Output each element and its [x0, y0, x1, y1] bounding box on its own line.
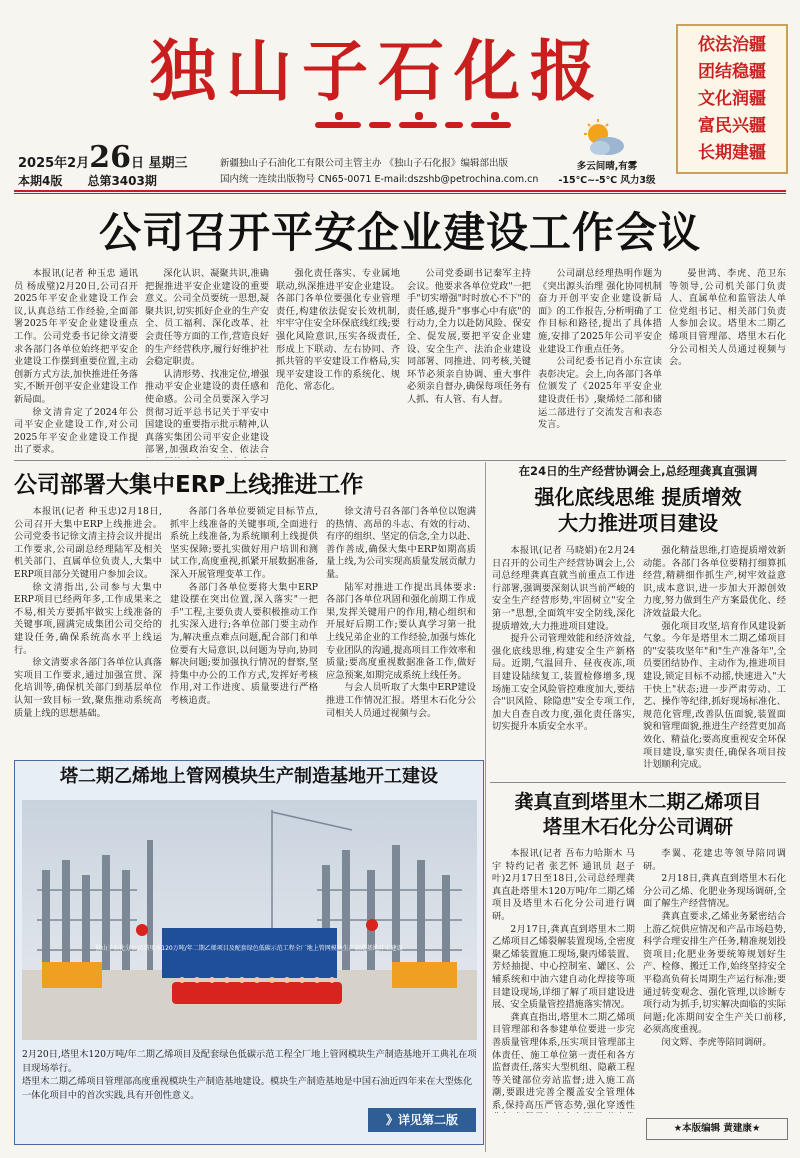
- article2-paragraph: 本报讯(记者 种玉忠)2月18日,公司召开大集中ERP上线推进会。公司党委书记徐文清主持会议并提出工作要求,公司副总经理陆军及相关机关部门、直属单位负责人,大集中ERP项目部分关键用户参加会议。: [14, 506, 162, 580]
- sun-cloud-icon: [578, 118, 628, 158]
- article4-headline-line-2: 塔里木石化分公司调研: [542, 816, 733, 838]
- page-editor-credit: ★本版编辑 黄建康★: [646, 1118, 788, 1140]
- article1-col-4: [407, 268, 531, 458]
- article1-paragraph: 晏世鸿、李虎、范卫东等领导,公司机关部门负责人、直属单位和监管法人单位党组书记、相关部门负责人参加会议。塔里木二期乙烯项目管理部、塔里木石化分公司相关人员通过视频与会。: [669, 268, 786, 368]
- column-divider: [485, 462, 486, 1152]
- article1-col-3: [276, 268, 400, 458]
- article2-col-1: [14, 506, 162, 756]
- article3-paragraph: 提升公司管理效能和经济效益,强化底线思维,构建安全生产新格局。近期,气温回升、昼夜夜冻,项目建设陆续复工,装置检修增多,现场施工安全风险管控难度加大,要结合"识风险、除隐患"安全专项工作,加大自查自改力度,强化责任落实,切实提升本质安全水平。: [492, 633, 635, 733]
- date-suffix: 日 星期三: [130, 156, 188, 171]
- article4-headline: [490, 790, 786, 840]
- article3-col-1: [492, 545, 635, 780]
- weather-line-1: 多云间晴,有雾: [576, 161, 638, 172]
- article3-paragraph: 强化项目攻坚,培育作风建设新气象。今年是塔里木二期乙烯项目的"安装攻坚年"和"生产准备年",全员要团结协作、主动作为,推进项目建设,锁定目标不动摇,快速进入"大干快上"状态;进一步严肃劳动、工艺、操作等纪律,抓好现场标准化、规范化管理,改善队伍面貌,装置面貌和管理面貌,推进生产经营更加高效化、精益化;要高度重视安全环保项目建设,靠实责任,确保各项目按计划顺利完成。: [643, 620, 786, 771]
- article3-col-2: [643, 545, 786, 780]
- slogan-4: 富民兴疆: [698, 116, 766, 136]
- edition-info: [18, 172, 157, 189]
- article2-paragraph: 徐文清号召各部门各单位以饱满的热情、高昂的斗志、有效的行动、有序的组织、坚定的信念,全力以赴、善作善成,确保大集中ERP如期高质量上线,为公司实现高质量发展贡献力量。: [326, 506, 476, 580]
- uyghur-title-logo: [315, 112, 515, 134]
- article1-paragraph: 本报讯(记者 种玉忠 通讯员 杨成璧)2月20日,公司召开2025年平安企业建设工作会议,认真总结工作经验,全面部署2025年平安企业建设重点工作。公司党委书记徐文清要求各部门各单位始终把平安企业建设工作摆到重要位置,主动创新方式方法,加快推进任务落实,不断开创平安企业建设工作新局面。: [14, 268, 138, 405]
- article1-paragraph: 公司纪委书记肖小东宣读表彰决定。会上,向各部门各单位颁发了《2025年平安企业建设责任书》,聚烯烃二部和储运二部进行了交流发言和表态发言。: [538, 356, 662, 431]
- section-divider: [490, 782, 786, 783]
- weather-line-2: -15℃~-5℃ 风力3级: [558, 175, 656, 186]
- construction-photo: [22, 800, 477, 1040]
- issue-date: [18, 140, 188, 175]
- article4-paragraph: 龚真直要求,乙烯业务紧密结合上游乙烷供应情况和产品市场趋势,科学合理安排生产任务,精准规划投资项目;化肥业务要统筹规划好生产、检修、搬迁工作,始终坚持安全平稳高负荷长周期生产运行标准;要通过转变观念、强化管理,以诊断专项行动为抓手,切实解决面临的实际问题;化冻期间安全生产关口前移,必须高度重视。: [643, 910, 786, 1036]
- article3-headline-line-1: 强化底线思维 提质增效: [534, 485, 742, 509]
- article2-paragraph: 徐文清指出,公司参与大集中ERP项目已经两年多,工作成果来之不易,相关方要抓牢做实上线准备的关键事项,圆满完成集团公司交给的建设任务,确保系统高水平上线运行。: [14, 581, 162, 656]
- article1-paragraph: 公司副总经理热明作题为《突出源头治理 强化协同机制 奋力开创平安企业建设新局面》的工作报告,分析明确了工作目标和路径,提出了具体措施,安排了2025年公司平安企业建设工作重点任务。: [538, 268, 662, 355]
- slogan-2: 团结稳疆: [698, 62, 766, 82]
- article3-paragraph: 强化精益思维,打造提质增效新动能。各部门各单位要精打细算抓经营,精耕细作抓生产,树牢效益意识,成本意识,进一步加大开源创效力度,努力做到生产方案最优化、经济效益最大化。: [643, 545, 786, 619]
- masthead-rule: [14, 190, 786, 192]
- date-day: 26: [89, 140, 131, 175]
- article4-paragraph: 本报讯(记者 吾布力哈斯木 马宇 特约记者 张艺怀 通讯员 赵子叶)2月17日至18日,公司总经理龚真直赴塔里木120万吨/年二期乙烯项目及塔里木石化分公司进行调研。: [492, 848, 635, 922]
- article2-col-3: [326, 506, 476, 756]
- date-prefix: 2025年2月: [18, 156, 90, 171]
- article3-headline: [490, 484, 786, 536]
- construction-site-illustration: [22, 800, 477, 1040]
- slogan-5: 长期建疆: [698, 143, 766, 163]
- article3-paragraph: 本报讯(记者 马晓娟)在2月24日召开的公司生产经营协调会上,公司总经理龚真直就当前重点工作进行部署,强调要深刻认识当前严峻的安全生产经营形势,牢固树立"安全第一"思想,全面筑牢安全防线,深化提质增效,大力推进项目建设。: [492, 545, 635, 632]
- masthead: [0, 0, 800, 195]
- article1-paragraph: 认清形势、找准定位,增强推动平安企业建设的责任感和使命感。公司全员要深入学习贯彻习近平总书记关于平安中国建设的重要指示批示精神,认真落实集团公司平安企业建设部署,加强政治安全、依法合: [145, 368, 269, 456]
- issue-number: 总第3403期: [87, 174, 157, 188]
- photo-caption: [22, 1048, 477, 1102]
- article4-paragraph: 2月18日,龚真直到塔里木石化分公司乙烯、化肥业务现场调研,全面了解生产经营情况。: [643, 873, 786, 910]
- article2-paragraph: 徐文清要求各部门各单位认真落实项目工作要求,通过加强宣贯、深化培训等,确保机关部门到基层单位认知一致目标一致,聚焦推动系统高质量上线的思想基础。: [14, 657, 162, 719]
- article4-paragraph: 2月17日,龚真直到塔里木二期乙烯项目乙烯裂解装置现场,全密度聚乙烯装置施工现场,聚丙烯装置、芳烃抽提、中心控制室、罐区、公辅系统和中油六建自动化焊接等项目建设现场,详细了解了项目建设进展、安全质量管控措施落实情况。: [492, 923, 635, 1011]
- edition-count: 本期4版: [18, 174, 63, 188]
- weather-forecast: [552, 160, 662, 188]
- photo-caption-line-2: 塔里木二期乙烯项目管理部高度重视模块生产制造基地建设。模块生产制造基地是中国石油近四年来在大型炼化一体化项目中的首次实践,具有开创性意义。: [22, 1076, 473, 1101]
- article2-col-2: [170, 506, 318, 756]
- article1-col-6: [669, 268, 786, 458]
- masthead-rule-thin: [14, 193, 786, 194]
- article2-paragraph: 陆军对推进工作提出具体要求:各部门各单位巩固和强化前期工作成果,发挥关键用户的作用,精心组织和开展好后期工作;要认真学习第一批上线兄弟企业的工作经验,加强与炼化专业团队的沟通,提高项目工作效率和质量;要高度重视数据准备工作,做好应急预案,如期完成系统上线任务。: [326, 581, 476, 681]
- photo-caption-line-1: 2月20日,塔里木120万吨/年二期乙烯项目及配套绿色低碳示范工程全厂地上管网模块生产制造基地开工典礼在项目现场举行。: [22, 1049, 477, 1074]
- article3-headline-line-2: 大力推进项目建设: [558, 511, 718, 535]
- newspaper-title: 独山子石化报: [150, 33, 606, 110]
- article1-paragraph: 强化责任落实、专业属地联动,纵深推进平安企业建设。各部门各单位要强化专业管理责任,构建依法促安长效机制,牢牢守住安全环保底线红线;要强化风险意识,压实各级责任,形成上下联动、左右协同、齐抓共管的平安建设工作格局,实现平安建设工作的系统化、规范化、常态化。: [276, 268, 400, 393]
- publisher-line-1: 新疆独山子石油化工有限公司主管主办 《独山子石化报》编辑部出版: [220, 158, 509, 169]
- photo-banner-text: 独山子石化分公司塔里木120万吨/年二期乙烯项目及配套绿色低碳示范工程全厂地上管网模块生产制造基地开工建设: [95, 945, 403, 952]
- slogan-box: [676, 24, 788, 174]
- lead-headline: 公司召开平安企业建设工作会议: [98, 208, 701, 257]
- article1-col-5: [538, 268, 662, 458]
- article2-paragraph: 各部门各单位要锁定目标节点,抓牢上线准备的关键事项,全面进行系统上线准备,为系统顺利上线提供坚实保障;要扎实做好用户培训和测试工作,高度重视,抓紧开展数据准备,深入开展管理变革工作。: [170, 506, 318, 580]
- article4-paragraph: 龚真直指出,塔里木二期乙烯项目管理部和各参建单位要进一步完善质量管理体系,压实项目管理部主体责任、施工单位第一责任和各方监督责任,落实大型机组、隐蔽工程等关键部位旁站监督;进入施工高潮,要跟进完善全覆盖安全管理体系,保持高压严管态势,强化穿透性: [492, 1011, 635, 1111]
- article4-col-2: [643, 848, 786, 1113]
- article1-paragraph: 公司党委副书记秦军主持会议。他要求各单位党政"一把手"切实增强"时时放心不下"的责任感,提升"事事心中有底"的行动力,全力以赴防风险、保安全、促发展,要把平安企业建设、安全生产、法治企业建设同部署、同推进、同考核,关键环节必须亲自协调、重大事件必须亲自督办,确保每项任务有人抓、有人管、有人督。: [407, 268, 531, 405]
- article3-kicker: 在24日的生产经营协调会上,总经理龚真直强调: [518, 464, 758, 478]
- article1-col-1: [14, 268, 138, 458]
- see-page-two-link[interactable]: 》详见第二版: [368, 1108, 476, 1132]
- section-divider: [14, 460, 786, 461]
- article4-paragraph: 李翼、花建忠等领导陪同调研。: [643, 848, 786, 872]
- photo-story-headline: 塔二期乙烯地上管网模块生产制造基地开工建设: [60, 766, 438, 787]
- slogan-3: 文化润疆: [698, 89, 766, 109]
- article4-paragraph: 闵文辉、李虎等陪同调研。: [661, 1036, 772, 1048]
- article1-paragraph: 徐文清肯定了2024年公司平安企业建设工作,对公司2025年平安企业建设工作提出了要求。: [14, 406, 138, 456]
- publisher-info: [220, 156, 538, 188]
- article1-paragraph: 深化认识、凝聚共识,准确把握推进平安企业建设的重要意义。公司全员要统一思想,凝聚共识,切实抓好企业的生产安全、员工福利、深化改革、社会责任等方面的工作,营造良好的生产经营秩序,履行好维护社会稳定职责。: [145, 268, 269, 368]
- article4-headline-line-1: 龚真直到塔里木二期乙烯项目: [514, 791, 762, 813]
- article2-paragraph: 各部门各单位要将大集中ERP建设摆在突出位置,深入落实"一把手"工程,主要负责人要积极推动工作扎实深入进行;各单位部门要主动作为,解决重点难点问题,配合部门和单位要有大局意识,以问题为导向,协同解决问题;要加强执行情况的督察,坚持集中办公的工作方式,发挥好考核作用,对工作进度、质量要进行严格考核追责。: [170, 581, 318, 706]
- erp-headline: 公司部署大集中ERP上线推进工作: [14, 472, 364, 498]
- publisher-line-2: 国内统一连续出版物号 CN65-0071 E-mail:dszshb@petrochina.com.cn: [220, 174, 539, 185]
- slogan-1: 依法治疆: [698, 35, 766, 55]
- article1-col-2: [145, 268, 269, 458]
- article2-paragraph: 与会人员听取了大集中ERP建设推进工作情况汇报。塔里木石化分公司相关人员通过视频与会。: [326, 682, 476, 719]
- article4-col-1: [492, 848, 635, 1113]
